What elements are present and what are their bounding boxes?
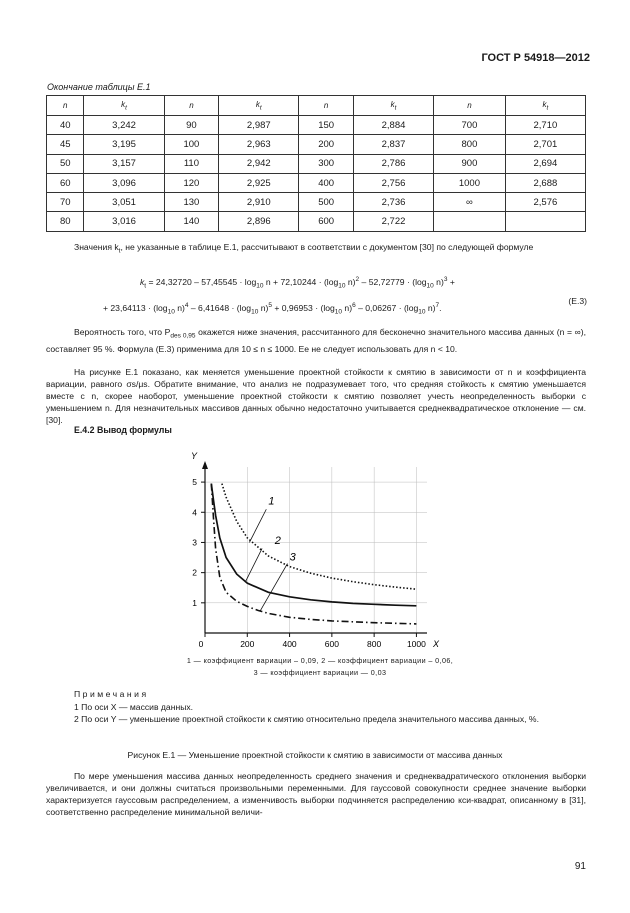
legend-line-1: 1 — коэффициент вариации – 0,09, 2 — коэффициент вариации – 0,06, (186, 656, 454, 665)
table-cell: 2,910 (219, 193, 299, 212)
table-cell: 600 (299, 212, 354, 231)
table-header-row (47, 96, 586, 116)
paragraph-formula-intro: Значения $k_t$, не указанные в таблице Е.1, рассчитывают в соответствии с документом [30] по следующей формуле (74, 242, 534, 255)
note-1: 1 По оси X — массив данных. (74, 702, 194, 712)
table-cell: 140 (164, 212, 219, 231)
table-cell: 900 (434, 154, 506, 173)
table-cell: 200 (299, 135, 354, 154)
table-cell: 2,736 (353, 193, 433, 212)
table-row (47, 212, 586, 231)
table-cell: 3,016 (84, 212, 164, 231)
table-cell (434, 212, 506, 231)
table-cell: 2,942 (219, 154, 299, 173)
table-cell: 3,051 (84, 193, 164, 212)
y-tick-label: 1 (192, 597, 197, 608)
curve-label-2: 2 (274, 534, 281, 547)
series-line-2 (211, 484, 416, 606)
table-cell: 2,576 (505, 193, 585, 212)
table-cell (505, 212, 585, 231)
table-row (47, 154, 586, 173)
figure-caption: Рисунок Е.1 — Уменьшение проектной стойкости к смятию в зависимости от массива данных (127, 750, 503, 760)
leader-line-1 (249, 509, 266, 542)
formula-line-2: + $23,64113 \cdot (\log_{10}$ $n)^4 - 6,41648 \cdot (\log_{10}$ $n)^5 + 0,96953 \cdot (\log_{10}$ $n)^6 - 0,06267 \cdot (\log_{10}$ n)$^7$. (103, 302, 442, 316)
section-title: Е.4.2 Вывод формулы (74, 425, 172, 435)
table-cell: 500 (299, 193, 354, 212)
paragraph-uncertainty: По мере уменьшения массива данных неопределенность среднего значения и среднеквадратического отклонения выборки увеличивается, и они должны считаться произвольными переменными. Для гауссовой совокупности среднее значение выборки характеризуется гауссовым распределением, а изменчивость выборки подчиняется распределению кси-квадрат, описанному в [31], соответственно распределение минимальной величи- (46, 771, 586, 817)
paragraph-figure-description: На рисунке Е.1 показано, как меняется уменьшение проектной стойкости к смятию в зависимости от n и коэффициента вариации, равного σs/μs. Обратите внимание, что анализ не подразумевает того, что средняя стойкость к смятию уменьшается вместе с n, скорее наоборот, уменьшение проектной стойкости к смятию позволяет учесть неопределенность выборки с уменьшением n. Для незначительных массивов данных обычно недостаточно учитывается среднеквадратическое отклонение — см. [30]. (46, 367, 586, 425)
table-cell: 45 (47, 135, 84, 154)
table-cell: 2,722 (353, 212, 433, 231)
x-tick-label: 200 (240, 639, 255, 648)
table-caption: Окончание таблицы Е.1 (47, 82, 151, 92)
table-cell: 3,096 (84, 173, 164, 192)
coefficient-table (46, 95, 586, 232)
equation-number: (Е.3) (568, 296, 587, 306)
table-cell: 2,786 (353, 154, 433, 173)
table-cell: 700 (434, 116, 506, 135)
header-n: n (434, 96, 506, 116)
chart-axes (202, 461, 427, 633)
table-cell: 120 (164, 173, 219, 192)
x-tick-label: 1000 (406, 639, 426, 648)
note-2: 2 По оси Y — уменьшение проектной стойкости к смятию относительно предела значительного массива данных, %. (74, 714, 539, 724)
table-cell: 1000 (434, 173, 506, 192)
curve-label-3: 3 (289, 551, 296, 564)
y-axis-arrow (202, 461, 208, 469)
header-kt: $k_t$ (84, 96, 164, 116)
table-cell: 2,756 (353, 173, 433, 192)
table-cell: 2,701 (505, 135, 585, 154)
table-cell: ∞ (434, 193, 506, 212)
table-cell: 2,925 (219, 173, 299, 192)
chart-ticks (192, 477, 426, 648)
table-cell: 800 (434, 135, 506, 154)
header-kt: $k_t$ (219, 96, 299, 116)
header-kt: $k_t$ (505, 96, 585, 116)
table-cell: 80 (47, 212, 84, 231)
series-line-1 (222, 484, 417, 590)
table-cell: 3,242 (84, 116, 164, 135)
header-n: n (47, 96, 84, 116)
y-tick-label: 2 (192, 567, 197, 578)
table-cell: 90 (164, 116, 219, 135)
table-cell: 3,195 (84, 135, 164, 154)
table-cell: 60 (47, 173, 84, 192)
table-cell: 2,710 (505, 116, 585, 135)
header-n: n (164, 96, 219, 116)
table-row (47, 135, 586, 154)
y-tick-label: 4 (192, 507, 197, 518)
formula-line-1: $k_t = 24,32720 - 57,45545 \cdot \log_{10} n + 72,10244 \cdot (\log_{10}$ $n)^2 - 52,72779 \cdot (\log_{10}$ n)$^3$ + (140, 276, 455, 290)
table-cell: 100 (164, 135, 219, 154)
legend-line-2: 3 — коэффициент вариации — 0,03 (253, 668, 387, 677)
x-axis-label: X (433, 639, 440, 648)
header-kt: $k_t$ (353, 96, 433, 116)
curve-label-1: 1 (268, 495, 275, 508)
table-cell: 2,987 (219, 116, 299, 135)
table-cell: 130 (164, 193, 219, 212)
table-cell: 2,688 (505, 173, 585, 192)
x-tick-label: 400 (282, 639, 297, 648)
x-tick-label: 800 (367, 639, 382, 648)
table-row (47, 193, 586, 212)
chart-labels (191, 451, 440, 648)
x-tick-label: 0 (198, 639, 204, 648)
table-cell: 70 (47, 193, 84, 212)
header-n: n (299, 96, 354, 116)
y-axis-label: Y (191, 451, 198, 461)
document-code: ГОСТ Р 54918—2012 (481, 52, 590, 64)
table-cell: 150 (299, 116, 354, 135)
table-row (47, 173, 586, 192)
table-cell: 2,884 (353, 116, 433, 135)
table-cell: 3,157 (84, 154, 164, 173)
y-tick-label: 5 (192, 477, 197, 488)
paragraph-probability: Вероятность того, что $P_{des 0,95}$ окажется ниже значения, рассчитанного для бесконечно значительного массива данных (n = ∞), составляет 95 %. Формула (Е.3) применима для 10 ≤ n ≤ 1000. Ее не следует использовать для n < 10. (46, 327, 587, 354)
table-cell: 300 (299, 154, 354, 173)
table-cell: 110 (164, 154, 219, 173)
notes-title: Примечания (74, 689, 149, 699)
leader-line-2 (245, 548, 262, 582)
table-cell: 2,963 (219, 135, 299, 154)
leader-line-3 (260, 564, 287, 612)
x-tick-label: 600 (324, 639, 339, 648)
table-cell: 2,896 (219, 212, 299, 231)
table-cell: 40 (47, 116, 84, 135)
table-cell: 50 (47, 154, 84, 173)
table-cell: 2,837 (353, 135, 433, 154)
table-cell: 400 (299, 173, 354, 192)
chart-figure (170, 448, 440, 648)
table-row (47, 116, 586, 135)
y-tick-label: 3 (192, 537, 197, 548)
table-cell: 2,694 (505, 154, 585, 173)
table-body (47, 116, 586, 232)
page-number: 91 (574, 861, 586, 872)
